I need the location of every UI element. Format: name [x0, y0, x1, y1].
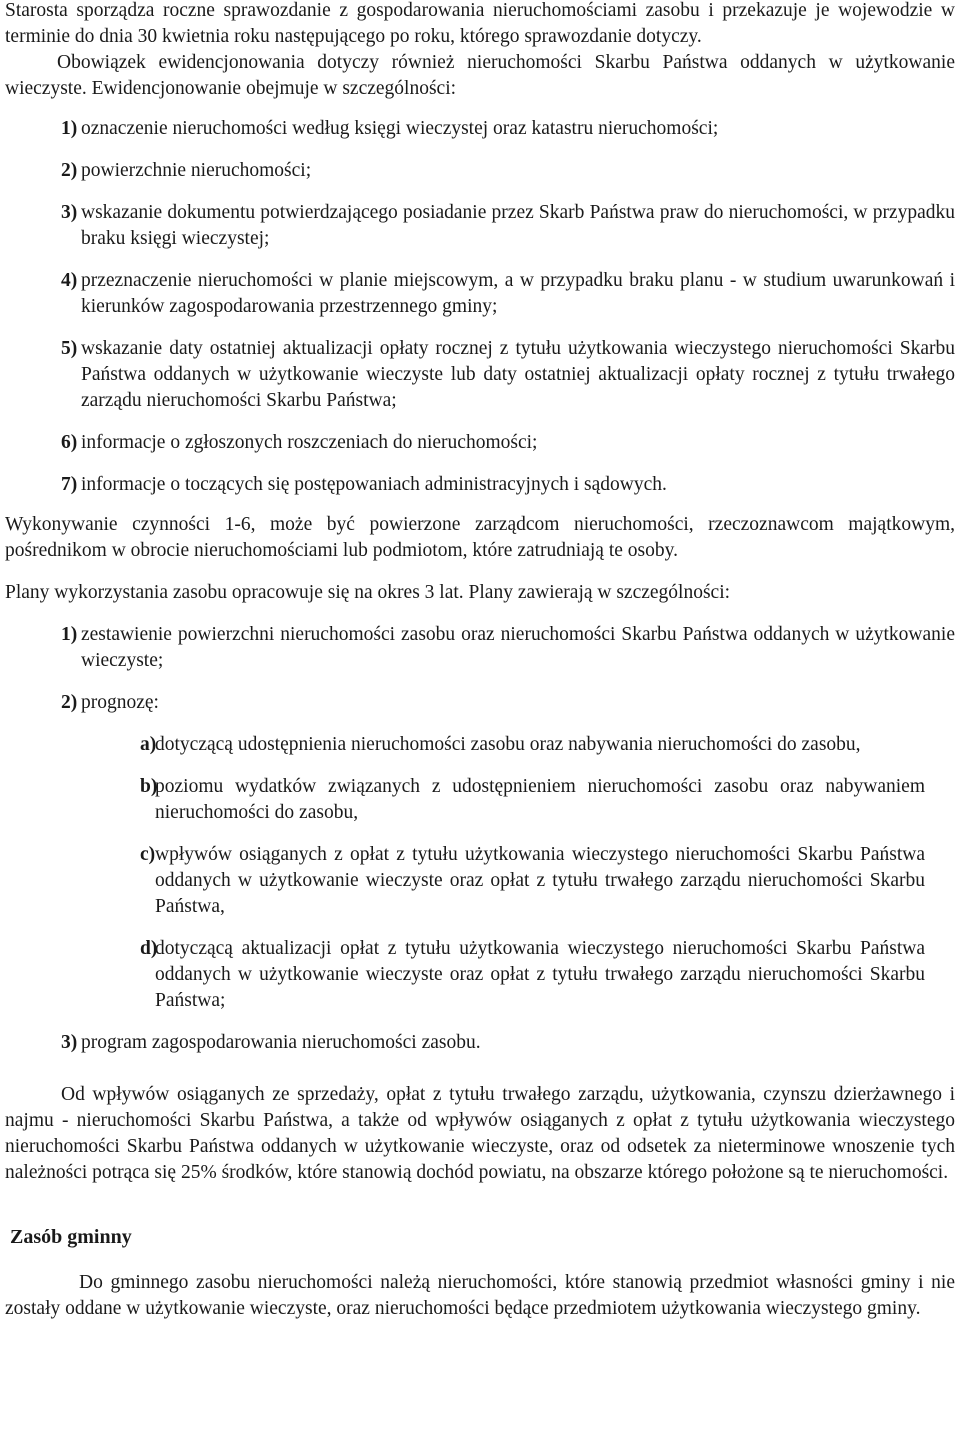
list-item-number: 5) [61, 338, 78, 359]
list-item [5, 268, 955, 320]
paragraph-plans: Plany wykorzystania zasobu opracowuje się na okres 3 lat. Plany zawierają w szczególności: [5, 582, 731, 603]
sub-list-item [5, 732, 955, 758]
list-item [5, 158, 955, 184]
section-heading: Zasób gminny [10, 1226, 132, 1248]
list-item-text: informacje o zgłoszonych roszczeniach do nieruchomości; [81, 432, 538, 453]
list-item [5, 622, 955, 674]
paragraph-delegation: Wykonywanie czynności 1-6, może być powierzone zarządcom nieruchomości, rzeczoznawcom majątkowym, pośrednikom w obrocie nieruchomościami lub podmiotom, które zatrudniają te osoby. [5, 514, 955, 561]
list-item-number: 2) [61, 692, 78, 713]
list-item-number: 3) [61, 202, 78, 223]
registration-list [5, 116, 955, 498]
list-item-text: prognozę: [81, 692, 159, 713]
list-item [5, 336, 955, 414]
list-item [5, 200, 955, 252]
plans-list [5, 622, 955, 1056]
list-item [5, 1030, 955, 1056]
sub-list-item [5, 842, 955, 920]
sub-list-item [5, 774, 955, 826]
sub-list-item-text: dotyczącą udostępnienia nieruchomości zasobu oraz nabywania nieruchomości do zasobu, [155, 734, 861, 755]
list-item [5, 116, 955, 142]
list-item [5, 690, 955, 716]
list-item-text: oznaczenie nieruchomości według księgi wieczystej oraz katastru nieruchomości; [81, 118, 719, 139]
sub-list-item-letter: c) [140, 844, 156, 865]
list-item-number: 1) [61, 118, 78, 139]
sub-list-item-text: dotyczącą aktualizacji opłat z tytułu użytkowania wieczystego nieruchomości Skarbu Państwa oddanych w użytkowanie wieczyste oraz opłat z tytułu trwałego zarządu nieruchomości Skarbu Państwa; [155, 938, 925, 1011]
sub-list-item-letter: a) [140, 734, 157, 755]
paragraph-report: Starosta sporządza roczne sprawozdanie z gospodarowania nieruchomościami zasobu i przekazuje je wojewodzie w terminie do dnia 30 kwietnia roku następującego po roku, którego sprawozdanie dotyczy. [5, 0, 955, 47]
list-item [5, 430, 955, 456]
paragraph-municipal-stock: Do gminnego zasobu nieruchomości należą nieruchomości, które stanowią przedmiot własności gminy i nie zostały oddane w użytkowanie wieczyste, oraz nieruchomości będące przedmiotem użytkowania wieczystego gminy. [5, 1272, 955, 1319]
list-item-number: 6) [61, 432, 78, 453]
document-page [5, 0, 955, 1322]
list-item-text: wskazanie dokumentu potwierdzającego posiadanie przez Skarb Państwa praw do nieruchomości, w przypadku braku księgi wieczystej; [81, 202, 955, 249]
list-item-text: zestawienie powierzchni nieruchomości zasobu oraz nieruchomości Skarbu Państwa oddanych w użytkowanie wieczyste; [81, 624, 955, 671]
list-item-number: 2) [61, 160, 78, 181]
list-item-text: powierzchnie nieruchomości; [81, 160, 312, 181]
list-item [5, 472, 955, 498]
sub-list-item-text: wpływów osiąganych z opłat z tytułu użytkowania wieczystego nieruchomości Skarbu Państwa oddanych w użytkowanie wieczyste oraz opłat z tytułu trwałego zarządu nieruchomości Skarbu Państwa, [155, 844, 925, 917]
paragraph-revenue: Od wpływów osiąganych ze sprzedaży, opłat z tytułu trwałego zarządu, użytkowania, czynszu dzierżawnego i najmu - nieruchomości Skarbu Państwa, a także od wpływów osiąganych z opłat z tytułu użytkowania wieczystego nieruchomości Skarbu Państwa oddanych w użytkowanie wieczyste, oraz od odsetek za nieterminowe wnoszenie tych należności potrąca się 25% środków, które stanowią dochód powiatu, na obszarze którego położone są te nieruchomości. [5, 1084, 955, 1183]
list-item-number: 7) [61, 474, 78, 495]
sub-list-item-letter: b) [140, 776, 158, 797]
list-item-number: 4) [61, 270, 78, 291]
sub-list-item-text: poziomu wydatków związanych z udostępnieniem nieruchomości zasobu oraz nabywaniem nieruchomości do zasobu, [155, 776, 925, 823]
list-item-text: program zagospodarowania nieruchomości zasobu. [81, 1032, 481, 1053]
list-item-number: 3) [61, 1032, 78, 1053]
sub-list-item-letter: d) [140, 938, 158, 959]
list-item-number: 1) [61, 624, 78, 645]
list-item-text: wskazanie daty ostatniej aktualizacji opłaty rocznej z tytułu użytkowania wieczystego nieruchomości Skarbu Państwa oddanych w użytkowanie wieczyste lub daty ostatniej aktualizacji opłaty rocznej z tytułu trwałego zarządu nieruchomości Skarbu Państwa; [81, 338, 955, 411]
sub-list-item [5, 936, 955, 1014]
paragraph-registration: Obowiązek ewidencjonowania dotyczy również nieruchomości Skarbu Państwa oddanych w użytkowanie wieczyste. Ewidencjonowanie obejmuje w szczególności: [5, 52, 955, 99]
list-item-text: informacje o toczących się postępowaniach administracyjnych i sądowych. [81, 474, 667, 495]
list-item-text: przeznaczenie nieruchomości w planie miejscowym, a w przypadku braku planu - w studium uwarunkowań i kierunków zagospodarowania przestrzennego gminy; [81, 270, 955, 317]
